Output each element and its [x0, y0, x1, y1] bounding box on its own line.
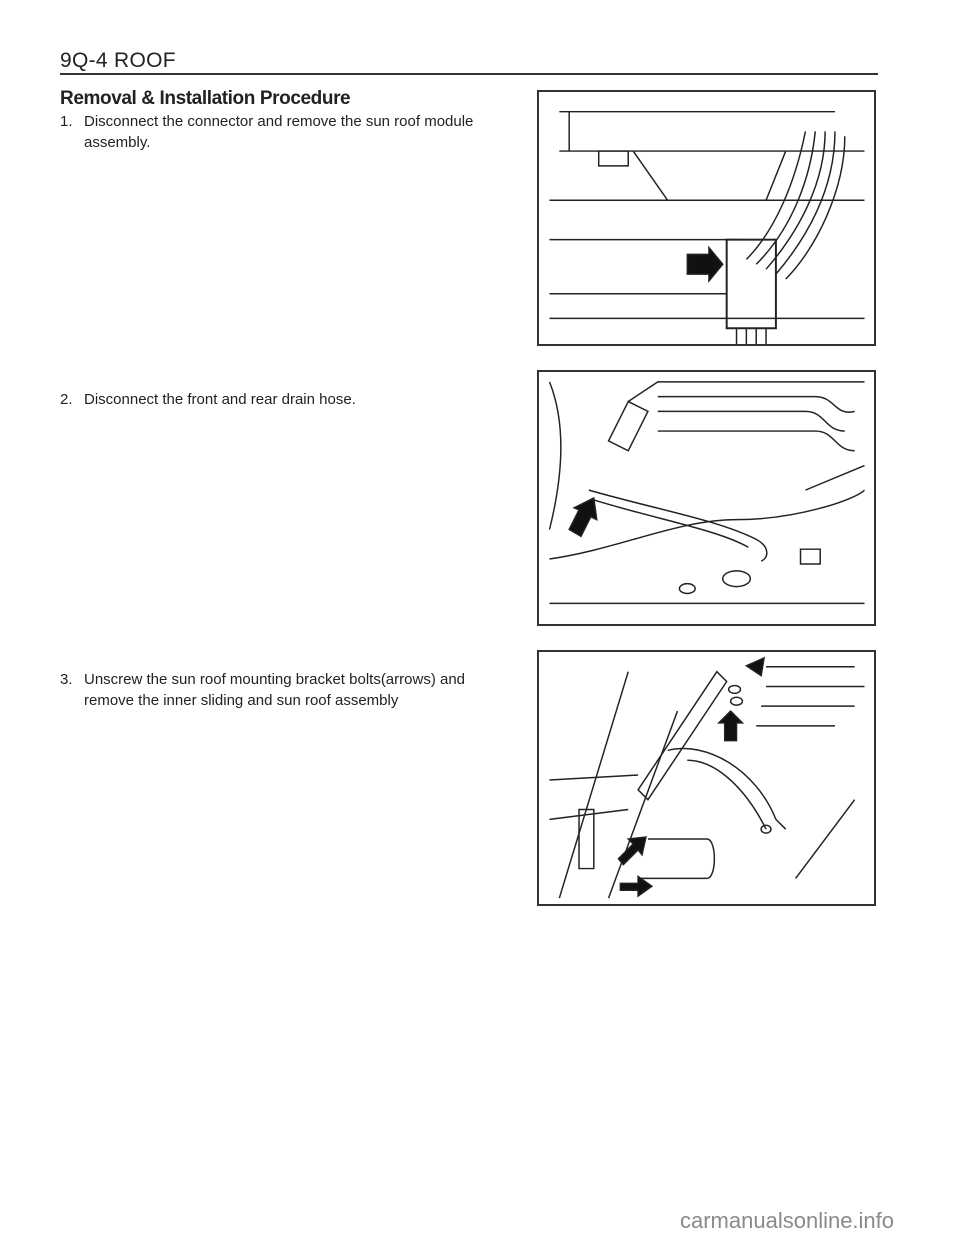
step-2 [60, 389, 500, 410]
step-text: Disconnect the connector and remove the sun roof module assembly. [84, 113, 474, 151]
page-header-title: 9Q-4 ROOF [60, 49, 176, 72]
step-number: 3. [60, 671, 73, 688]
step-1 [60, 111, 500, 153]
step-text: Disconnect the front and rear drain hose. [84, 391, 356, 408]
drain-hose-figure [537, 370, 876, 626]
header-rule [60, 73, 878, 75]
step-number: 1. [60, 113, 73, 130]
watermark: carmanualsonline.info [680, 1208, 895, 1233]
section-heading: Removal & Installation Procedure [60, 88, 351, 109]
step-text: Unscrew the sun roof mounting bracket bolts(arrows) and remove the inner sliding and sun roof assembly [84, 671, 466, 709]
connector-figure [537, 90, 876, 346]
step-number: 2. [60, 391, 73, 408]
step-3 [60, 669, 500, 711]
mounting-bracket-figure [537, 650, 876, 906]
